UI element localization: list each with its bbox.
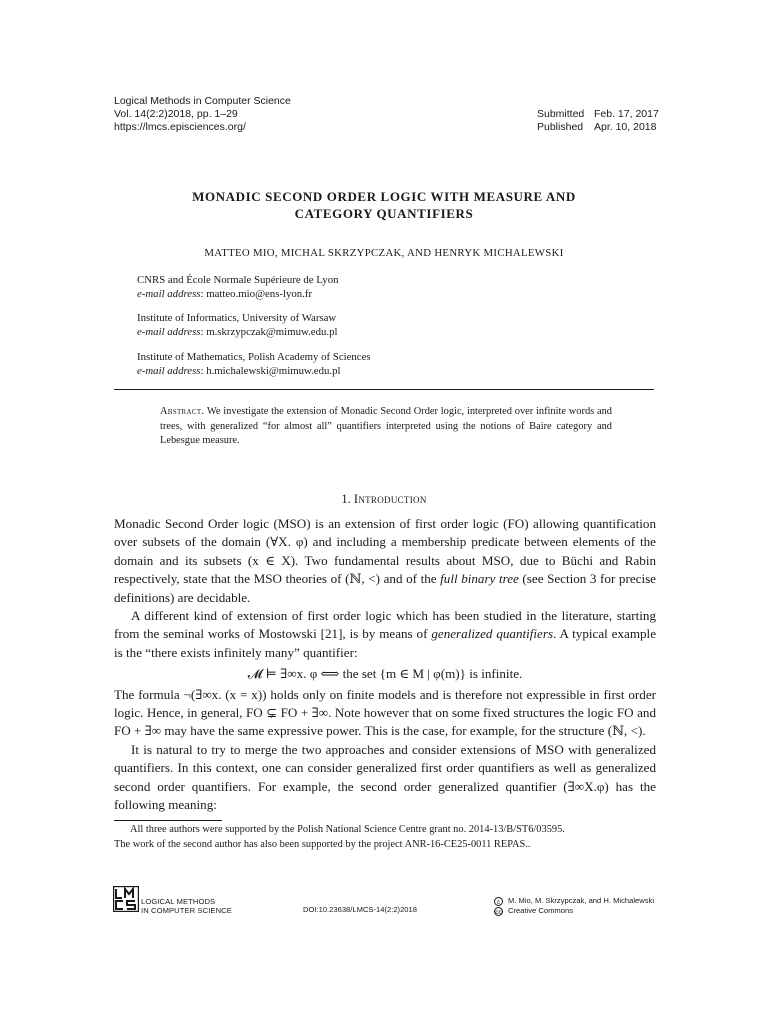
affiliation-1: CNRS and École Normale Supérieure de Lyon e-mail address: matteo.mio@ens-lyon.fr (137, 274, 339, 300)
footnote (114, 823, 659, 852)
paper-title (114, 188, 654, 222)
paragraph-2 (114, 607, 656, 662)
affiliation-institution: Institute of Mathematics, Polish Academy of Sciences (137, 351, 371, 363)
abstract-text: We investigate the extension of Monadic Second Order logic, interpreted over infinite words and trees, with generalized “for almost all” quantifiers interpreted using the notions of Baire category and Lebesgue measure. (160, 406, 612, 447)
section-heading (114, 492, 654, 507)
title-line-1: MONADIC SECOND ORDER LOGIC WITH MEASURE AND (192, 189, 576, 204)
lmcs-logo-text (141, 897, 232, 915)
authors: MATTEO MIO, MICHAL SKRZYPCZAK, AND HENRYK MICHALEWSKI (204, 247, 564, 259)
license-name[interactable]: Creative Commons (508, 906, 573, 915)
email-label: e-mail address (137, 326, 201, 338)
license-info (494, 896, 654, 916)
text-run: A different kind of extension of first order logic which has been studied in the literature, starting from the seminal works of Mostowski [21], is by means of (114, 608, 656, 642)
logo-line-1: LOGICAL METHODS (141, 897, 216, 906)
paragraph-1 (114, 515, 656, 607)
text-run: (see Section 3 for precise definitions) are decidable. (114, 571, 656, 605)
journal-volume: Vol. 14(2:2)2018, pp. 1–29 (114, 108, 238, 120)
title-line-2: CATEGORY QUANTIFIERS (294, 206, 474, 221)
paragraph-3: The formula ¬(∃∞x. (x = x)) holds only on finite models and is therefore not expressible in first order logic. Hence, in general, FO ⊊ FO + ∃∞. Note however that on some fixed structures the logic FO and FO + ∃∞ may have the same expressive power. This is the case, for example, for the structure (ℕ, <). (114, 686, 656, 739)
abstract-label: Abstract. (160, 406, 205, 417)
text-run: Monadic Second Order logic (MSO) is an extension of first order logic (FO) allowing quantification over subsets of the domain (∀X. φ) and including a membership predicate between elements of the domain and its subsets (x ∈ X). Two fundamental results about MSO, due to Büchi and Rabin respectively, state that the MSO theories of (ℕ, <) and of the (114, 516, 656, 587)
abstract (160, 405, 612, 449)
affiliation-institution: Institute of Informatics, University of Warsaw (137, 312, 337, 324)
published-label: Published (537, 121, 584, 133)
email-address[interactable]: m.skrzypczak@mimuw.edu.pl (206, 326, 338, 338)
copyright-icon: c (494, 897, 503, 906)
display-formula: 𝓜 ⊨ ∃∞x. φ ⟺ the set {m ∈ M | φ(m)} is infinite. (247, 666, 523, 682)
journal-name: Logical Methods in Computer Science (114, 95, 291, 107)
header-divider (114, 389, 654, 390)
journal-url[interactable]: https://lmcs.episciences.org/ (114, 121, 246, 133)
email-address[interactable]: matteo.mio@ens-lyon.fr (206, 288, 313, 300)
creative-commons-icon: cc (495, 908, 502, 916)
lmcs-logo-icon (113, 886, 139, 912)
published-date: Apr. 10, 2018 (594, 121, 657, 133)
emphasis: generalized quantifiers (431, 626, 554, 642)
affiliation-institution: CNRS and École Normale Supérieure de Lyon (137, 274, 339, 286)
body-text (114, 515, 656, 815)
footnote-line-1: All three authors were supported by the Polish National Science Centre grant no. 2014-13/B/ST6/03595. (130, 824, 565, 835)
footnote-divider (114, 820, 222, 821)
submitted-date: Feb. 17, 2017 (594, 108, 659, 120)
affiliation-2: Institute of Informatics, University of Warsaw e-mail address: m.skrzypczak@mimuw.edu.pl (137, 312, 338, 338)
email-address[interactable]: h.michalewski@mimuw.edu.pl (206, 365, 341, 377)
doi[interactable]: DOI:10.23638/LMCS-14(2:2)2018 (303, 905, 417, 914)
copyright-holders: M. Mio, M. Skrzypczak, and H. Michalewski (508, 896, 655, 905)
section-number: 1. (341, 492, 351, 506)
email-label: e-mail address (137, 288, 201, 300)
text-run: . A typical example is the “there exists infinitely many” quantifier: (114, 626, 657, 660)
logo-line-2: IN COMPUTER SCIENCE (141, 906, 232, 915)
affiliation-3: Institute of Mathematics, Polish Academy of Sciences e-mail address: h.michalewski@mimuw.edu.pl (137, 351, 371, 377)
email-label: e-mail address (137, 365, 201, 377)
paragraph-4: It is natural to try to merge the two approaches and consider extensions of MSO with generalized quantifiers. In this context, one can consider generalized first order quantifiers as well as generalized second order quantifiers. For example, the second order generalized quantifier (∃∞X.φ) has the following meaning: (114, 741, 656, 813)
submitted-label: Submitted (537, 108, 585, 120)
section-title: Introduction (353, 492, 427, 506)
footnote-line-2: The work of the second author has also been supported by the project ANR-16-CE25-0011 REPAS.. (114, 838, 531, 850)
submission-dates (537, 108, 659, 134)
emphasis: full binary tree (440, 571, 519, 587)
journal-header (114, 95, 291, 134)
